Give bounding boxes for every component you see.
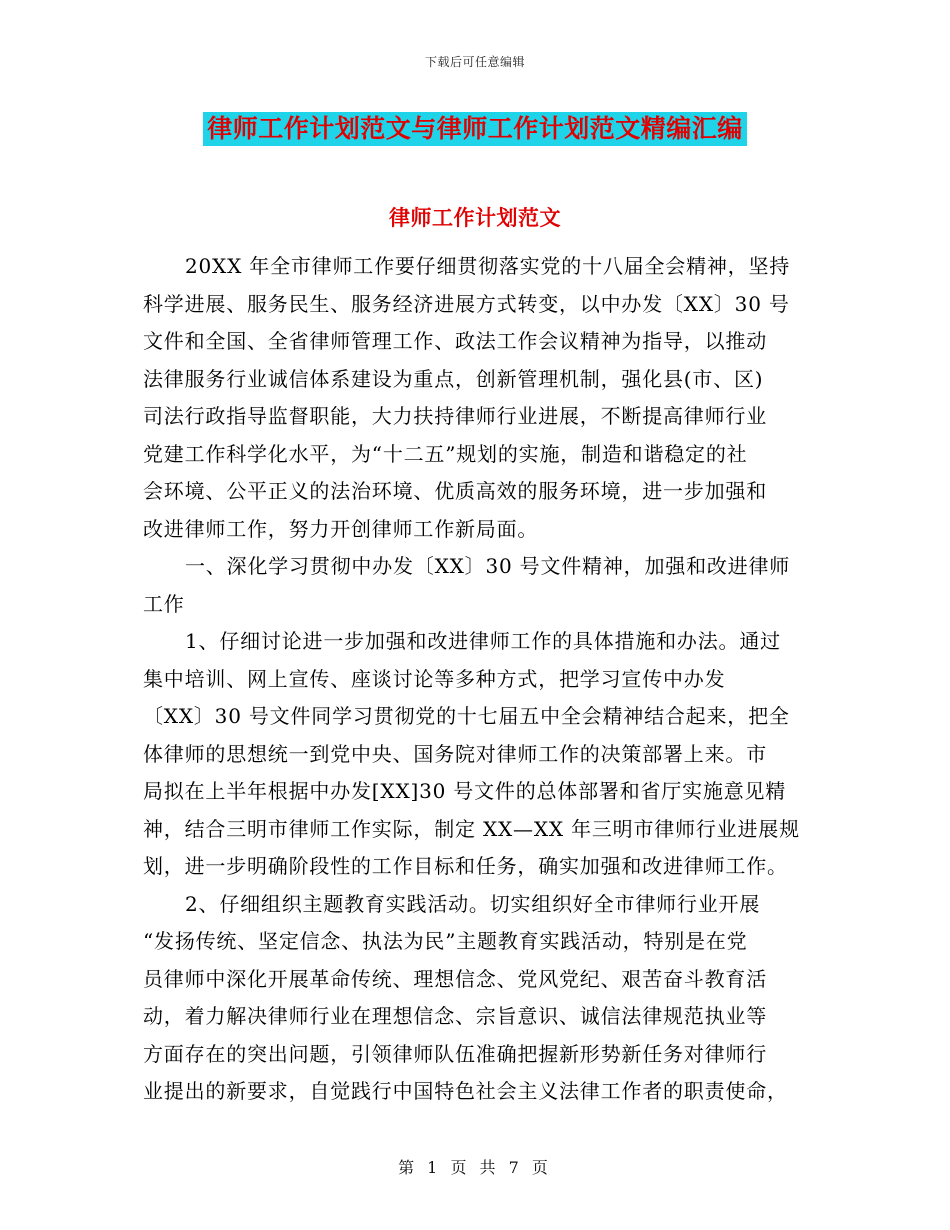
document-body bbox=[143, 248, 808, 1111]
page-number-footer: 第 1 页 共 7 页 bbox=[398, 1158, 552, 1177]
paragraph-line: 方面存在的突出问题，引领律师队伍准确把握新形势新任务对律师行 bbox=[143, 1041, 767, 1066]
paragraph-line: 员律师中深化开展革命传统、理想信念、党风党纪、艰苦奋斗教育活 bbox=[143, 966, 767, 991]
paragraph-line: 局拟在上半年根据中办发[XX]30 号文件的总体部署和省厅实施意见精 bbox=[143, 779, 787, 803]
document-title-container bbox=[0, 112, 950, 146]
paragraph-line: 业提出的新要求，自觉践行中国特色社会主义法律工作者的职责使命， bbox=[143, 1079, 788, 1103]
paragraph-line: 20XX 年全市律师工作要仔细贯彻落实党的十八届全会精神，坚持 bbox=[185, 254, 791, 278]
paragraph-line: 集中培训、网上宣传、座谈讨论等多种方式，把学习宣传中办发 bbox=[143, 666, 726, 691]
paragraph-line: 神，结合三明市律师工作实际，制定 XX—XX 年三明市律师行业进展规 bbox=[143, 816, 800, 841]
paragraph-line: 体律师的思想统一到党中央、国务院对律师工作的决策部署上来。市 bbox=[143, 741, 767, 766]
paragraph-line: 2、仔细组织主题教育实践活动。切实组织好全市律师行业开展 bbox=[185, 891, 761, 916]
paragraph-line: 文件和全国、全省律师管理工作、政法工作会议精神为指导，以推动 bbox=[143, 329, 767, 353]
paragraph-line: 改进律师工作，努力开创律师工作新局面。 bbox=[143, 516, 539, 541]
paragraph-line: 会环境、公平正义的法治环境、优质高效的服务环境，进一步加强和 bbox=[143, 479, 767, 503]
header-note: 下载后可任意编辑 bbox=[424, 55, 525, 69]
section-title: 律师工作计划范文 bbox=[389, 205, 561, 230]
heading-line: 工作 bbox=[143, 591, 185, 616]
paragraph-line: 法律服务行业诚信体系建设为重点，创新管理机制，强化县(市、区) bbox=[143, 366, 764, 391]
paragraph-line: “发扬传统、坚定信念、执法为民”主题教育实践活动，特别是在党 bbox=[143, 929, 748, 953]
paragraph-line: 司法行政指导监督职能，大力扶持律师行业进展，不断提高律师行业 bbox=[143, 404, 767, 428]
heading-line: 一、深化学习贯彻中办发〔XX〕30 号文件精神，加强和改进律师 bbox=[185, 554, 791, 578]
paragraph-line: 科学进展、服务民生、服务经济进展方式转变，以中办发〔XX〕30 号 bbox=[143, 291, 790, 316]
paragraph-line: 动，着力解决律师行业在理想信念、宗旨意识、诚信法律规范执业等 bbox=[143, 1004, 767, 1028]
paragraph-line: 〔XX〕30 号文件同学习贯彻党的十七届五中全会精神结合起来，把全 bbox=[143, 704, 790, 728]
paragraph-line: 划，进一步明确阶段性的工作目标和任务，确实加强和改进律师工作。 bbox=[143, 854, 788, 878]
paragraph-line: 党建工作科学化水平，为“十二五”规划的实施，制造和谐稳定的社 bbox=[143, 441, 748, 466]
paragraph-line: 1、仔细讨论进一步加强和改进律师工作的具体措施和办法。通过 bbox=[185, 629, 781, 653]
document-title: 律师工作计划范文与律师工作计划范文精编汇编 bbox=[203, 112, 747, 146]
